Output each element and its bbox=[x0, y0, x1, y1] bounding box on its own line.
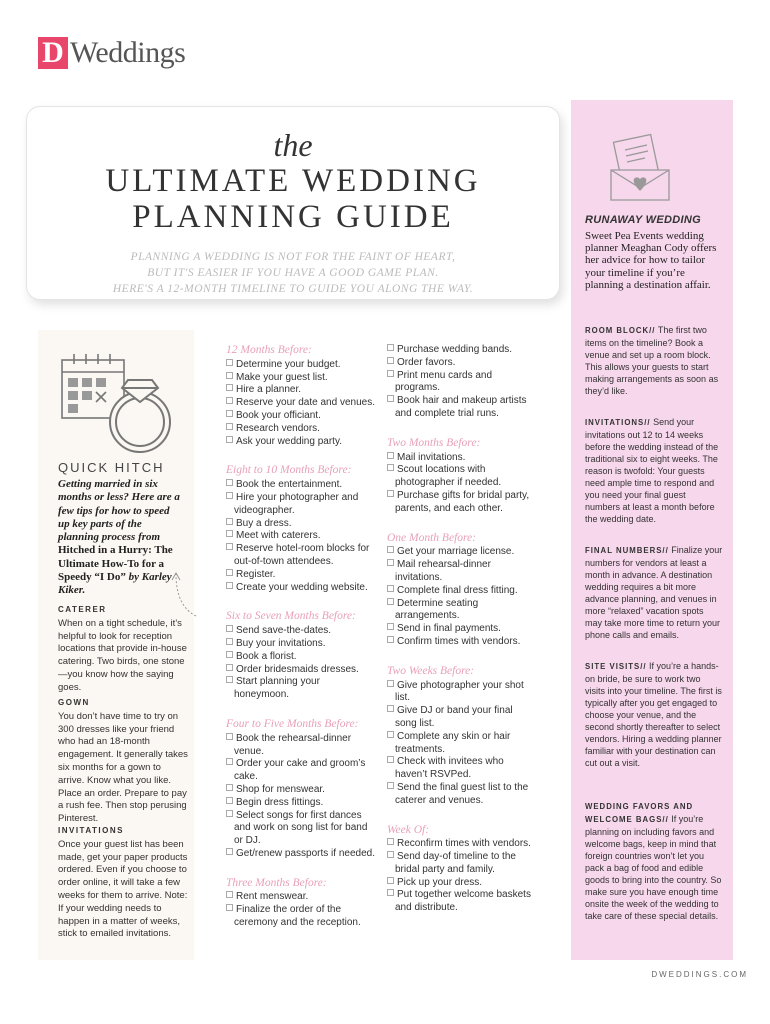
subtitle-line-2: BUT IT'S EASIER IF YOU HAVE A GOOD GAME PLAN. bbox=[147, 267, 439, 279]
gown-heading: GOWN bbox=[58, 698, 90, 707]
subtitle-line-1: PLANNING A WEDDING IS NOT FOR THE FAINT OF HEART, bbox=[130, 251, 456, 263]
invitations-text: Once your guest list has been made, get your paper products ordered. Even if you choose to order online, it will take a few weeks for them to arrive. Note: If your wedding needs to happen in a matter of weeks, stick to emailed invitations. bbox=[58, 838, 188, 940]
checklist-item: Send day-of timeline to the bridal party and family. bbox=[387, 851, 535, 877]
checklist-item: Finalize the order of the ceremony and the reception. bbox=[226, 904, 376, 930]
caterer-text: When on a tight schedule, it’s helpful to look for reception locations that provide in-house catering. Two birds, one stone—you know how the saying goes. bbox=[58, 617, 187, 693]
checklist-item: Select songs for first dances and work on song list for band or DJ. bbox=[226, 810, 376, 848]
timeline-column-right bbox=[387, 344, 535, 931]
quick-hitch-invitations bbox=[58, 825, 188, 941]
tip-text: Finalize your numbers for vendors at least a month in advance. A destination wedding requires a bit more advance planning, and venues in more “relaxed” vacation spots may take more time to return your phone calls and emails. bbox=[585, 545, 723, 640]
timeline-group bbox=[387, 344, 535, 421]
checklist-item: Determine seating arrangements. bbox=[387, 598, 535, 624]
quick-hitch-author: Karley Kiker. bbox=[58, 571, 172, 597]
timeline-heading: Six to Seven Months Before: bbox=[226, 610, 356, 623]
checklist-item: Send the final guest list to the caterer and venues. bbox=[387, 782, 535, 808]
timeline-heading: Week Of: bbox=[387, 823, 430, 836]
quick-hitch-intro bbox=[58, 478, 183, 598]
quick-hitch-gown bbox=[58, 697, 188, 826]
checklist-item: Reserve your date and venues. bbox=[226, 397, 376, 410]
checklist-item: Create your wedding website. bbox=[226, 582, 376, 595]
timeline-heading: 12 Months Before: bbox=[226, 344, 312, 356]
title-line-1: ULTIMATE WEDDING bbox=[105, 163, 481, 199]
tip-heading: WEDDING FAVORS AND WELCOME BAGS// bbox=[585, 802, 694, 824]
checklist-item: Complete final dress fitting. bbox=[387, 585, 535, 598]
checklist-item: Reserve hotel-room blocks for out-of-town attendees. bbox=[226, 543, 376, 569]
caterer-heading: CATERER bbox=[58, 605, 107, 614]
timeline-group bbox=[387, 532, 535, 649]
tip-room-block bbox=[585, 324, 723, 397]
checklist-item: Book the entertainment. bbox=[226, 479, 376, 492]
checklist-item: Complete any skin or hair treatments. bbox=[387, 731, 535, 757]
logo-letter: D bbox=[38, 37, 68, 69]
checklist-item: Begin dress fittings. bbox=[226, 797, 376, 810]
tip-text: If you’re a hands-on bride, be sure to work two visits into your timeline. The first is typically after you get engaged to choose your venue, and the second shortly thereafter to select vendors. Hiring a wedding planner familiar with your destination can cut out a visit. bbox=[585, 661, 722, 768]
tip-favors-welcome-bags bbox=[585, 800, 723, 922]
logo-text: Weddings bbox=[70, 36, 186, 69]
timeline-heading: Eight to 10 Months Before: bbox=[226, 464, 352, 477]
checklist-item: Book hair and makeup artists and complete trial runs. bbox=[387, 395, 535, 421]
timeline-group bbox=[387, 824, 535, 916]
timeline-group bbox=[226, 464, 376, 594]
timeline-heading: Two Weeks Before: bbox=[387, 664, 475, 677]
tip-heading: FINAL NUMBERS// bbox=[585, 546, 669, 555]
footer-url: DWEDDINGS.COM bbox=[651, 970, 748, 979]
checklist-item: Research vendors. bbox=[226, 423, 376, 436]
timeline-group bbox=[226, 610, 376, 702]
diamond-ring-icon bbox=[110, 380, 170, 452]
checklist-item: Ask your wedding party. bbox=[226, 436, 376, 449]
checklist-item: Shop for menswear. bbox=[226, 784, 376, 797]
checklist-item: Mail invitations. bbox=[387, 452, 535, 465]
tip-heading: ROOM BLOCK// bbox=[585, 326, 656, 335]
timeline-heading: Three Months Before: bbox=[226, 876, 327, 889]
invitations-heading: INVITATIONS bbox=[58, 826, 124, 835]
tip-text: If you’re planning on including favors and welcome bags, keep in mind that foreign countries won’t let you pack a bag of food and edible goods to bring into the country. So make sure you have enough time onsite the week of the wedding to take care of these special details. bbox=[585, 814, 722, 921]
logo bbox=[38, 36, 185, 70]
tip-site-visits bbox=[585, 660, 723, 769]
checklist-item: Order your cake and groom’s cake. bbox=[226, 758, 376, 784]
checklist-item: Register. bbox=[226, 569, 376, 582]
checklist-item: Book the rehearsal-dinner venue. bbox=[226, 733, 376, 759]
checklist-item: Rent menswear. bbox=[226, 891, 376, 904]
checklist-item: Book a florist. bbox=[226, 651, 376, 664]
checklist-item: Book your officiant. bbox=[226, 410, 376, 423]
timeline-group bbox=[226, 718, 376, 861]
runaway-wedding-title: RUNAWAY WEDDING bbox=[585, 214, 701, 226]
checklist-item: Put together welcome baskets and distribute. bbox=[387, 889, 535, 915]
checklist-item: Determine your budget. bbox=[226, 359, 376, 372]
checklist-item: Meet with caterers. bbox=[226, 530, 376, 543]
checklist-item: Purchase gifts for bridal party, parents, and each other. bbox=[387, 490, 535, 516]
tip-invitations bbox=[585, 416, 723, 525]
quick-hitch-title: QUICK HITCH bbox=[58, 460, 165, 475]
checklist-item: Purchase wedding bands. bbox=[387, 344, 535, 357]
envelope-heart-icon bbox=[605, 130, 675, 205]
tip-text: The first two items on the timeline? Book a venue and set up a room block. This allows your guests to start making arrangements as soon as they’d like. bbox=[585, 325, 719, 396]
checklist-item: Hire a planner. bbox=[226, 384, 376, 397]
timeline-heading: Two Months Before: bbox=[387, 436, 481, 449]
title-line-2: PLANNING GUIDE bbox=[132, 199, 454, 235]
timeline-group bbox=[226, 344, 376, 448]
checklist-item: Buy a dress. bbox=[226, 518, 376, 531]
checklist-item: Order bridesmaids dresses. bbox=[226, 664, 376, 677]
checklist-item: Scout locations with photographer if needed. bbox=[387, 464, 535, 490]
checklist-item: Hire your photographer and videographer. bbox=[226, 492, 376, 518]
checklist-item: Give photographer your shot list. bbox=[387, 680, 535, 706]
quick-hitch-caterer bbox=[58, 604, 188, 695]
checklist-item: Reconfirm times with vendors. bbox=[387, 838, 535, 851]
checklist-item: Get/renew passports if needed. bbox=[226, 848, 376, 861]
title-card bbox=[26, 106, 560, 300]
checklist-item: Get your marriage license. bbox=[387, 546, 535, 559]
tip-final-numbers bbox=[585, 544, 723, 641]
quick-hitch-book-title: Hitched in a Hurry: The Ultimate How-To for a Speedy “I Do” bbox=[58, 544, 173, 584]
checklist-item: Print menu cards and programs. bbox=[387, 370, 535, 396]
timeline-heading: One Month Before: bbox=[387, 531, 476, 544]
timeline-column-left bbox=[226, 344, 376, 946]
tip-heading: SITE VISITS// bbox=[585, 662, 647, 671]
checklist-item: Make your guest list. bbox=[226, 372, 376, 385]
checklist-item: Mail rehearsal-dinner invitations. bbox=[387, 559, 535, 585]
checklist-item: Order favors. bbox=[387, 357, 535, 370]
timeline-group bbox=[226, 877, 376, 930]
timeline-group bbox=[387, 665, 535, 808]
title-the: the bbox=[273, 127, 313, 163]
tip-heading: INVITATIONS// bbox=[585, 418, 651, 427]
checklist-item: Give DJ or band your final song list. bbox=[387, 705, 535, 731]
calendar-ring-illustration bbox=[60, 350, 180, 460]
checklist-item: Confirm times with vendors. bbox=[387, 636, 535, 649]
tip-text: Send your invitations out 12 to 14 weeks before the wedding instead of the traditional six to eight weeks. The reason is twofold: Your guests need ample time to respond and you need your final guest numbers at least a month before the wedding date. bbox=[585, 417, 719, 524]
gown-text: You don’t have time to try on 300 dresses like your friend who had an 18-month engagement. It generally takes six months for a gown to arrive. Know what you like. Place an order. Prepare to pay a rush fee. Then stop perusing Pinterest. bbox=[58, 710, 188, 825]
quick-hitch-intro-italic: Getting married in six months or less? Here are a few tips for how to speed up key parts of the planning process from bbox=[58, 478, 180, 544]
subtitle-line-3: HERE'S A 12-MONTH TIMELINE TO GUIDE YOU ALONG THE WAY. bbox=[112, 283, 474, 295]
checklist-item: Send in final payments. bbox=[387, 623, 535, 636]
title-subtitle bbox=[27, 249, 559, 297]
timeline-heading: Four to Five Months Before: bbox=[226, 717, 359, 730]
quick-hitch-by: by bbox=[128, 571, 139, 584]
checklist-item: Buy your invitations. bbox=[226, 638, 376, 651]
runaway-wedding-intro: Sweet Pea Events wedding planner Meaghan Cody offers her advice for how to tailor your timeline if you’re planning a destination affair. bbox=[585, 230, 717, 291]
checklist-item: Pick up your dress. bbox=[387, 877, 535, 890]
checklist-item: Send save-the-dates. bbox=[226, 625, 376, 638]
timeline-group bbox=[387, 437, 535, 516]
checklist-item: Check with invitees who haven’t RSVPed. bbox=[387, 756, 535, 782]
checklist-item: Start planning your honeymoon. bbox=[226, 676, 376, 702]
